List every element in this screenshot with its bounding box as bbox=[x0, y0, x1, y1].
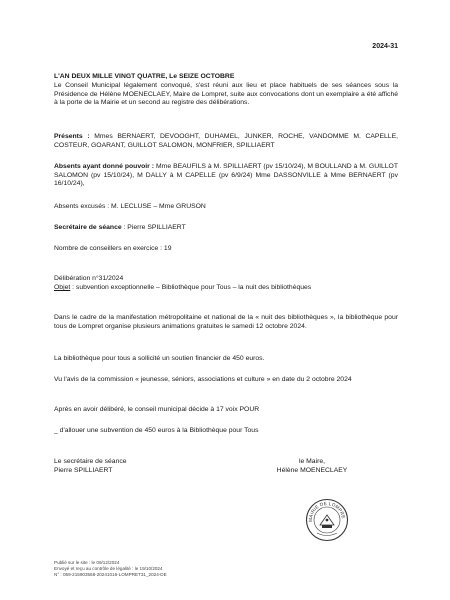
present-list: Mmes BERNAERT, DEVOOGHT, DUHAMEL, JUNKER, ROCHE, VANDOMME M. CAPELLE, COSTEUR, GOARANT, GUILLOT SALOMON, MONFRIER, SPILLIAERT bbox=[54, 133, 398, 149]
legal-transmission-footer bbox=[54, 560, 167, 579]
mayor-signature-name: Hélène MOENECLAEY bbox=[276, 466, 348, 474]
body-paragraph-vote: Après en avoir délibéré, le conseil municipal décide à 17 voix POUR bbox=[54, 406, 260, 413]
seal-text: MAIRIE DE LOMPRE bbox=[307, 500, 346, 522]
deliberation-reference: 2024-31 bbox=[372, 43, 398, 50]
proxy-label: Absents ayant donné pouvoir : bbox=[54, 163, 155, 170]
deliberation-number: Délibération n°31/2024 bbox=[54, 275, 124, 282]
secretary-signature-name: Pierre SPILLIAERT bbox=[54, 466, 113, 474]
secretary-signature-block bbox=[54, 458, 127, 475]
session-heading bbox=[54, 73, 398, 82]
secretary-signature-title: Le secrétaire de séance bbox=[54, 458, 127, 465]
object-text: : subvention exceptionnelle – Bibliothèque pour Tous – la nuit des bibliothèques bbox=[70, 284, 312, 291]
proxy-list: Mme BEAUFILS à M. SPILLIAERT (pv 15/10/24), M BOULLAND à M. GUILLOT SALOMON (pv 15/10/24), M DALLY à M CAPELLE (pv 6/9/24) Mme DASSONVILLE à Mme BERNAERT (pv 16/10/24), bbox=[54, 163, 399, 188]
mayor-signature-title: le Maire, bbox=[298, 458, 326, 465]
councillor-count: Nombre de conseillers en exercice : 19 bbox=[54, 245, 172, 252]
mayor-signature-block bbox=[258, 458, 366, 475]
present-label: Présents : bbox=[54, 133, 90, 140]
object-label: Objet bbox=[54, 284, 71, 291]
session-intro: Le Conseil Municipal légalement convoqué, s'est réuni aux lieu et place habituels de ses séances sous la Présidence de Hélène MOENECLAEY, Maire de Lompret, suite aux convocations dont un exemplaire a été affiché à la porte de la Mairie et un second au registre des délibérations. bbox=[54, 82, 398, 107]
mairie-seal-stamp-icon bbox=[305, 498, 349, 542]
footer-published: Publié sur le site : le 09/12/2024 bbox=[54, 560, 120, 565]
secretary-label: Secrétaire de séance bbox=[54, 224, 122, 231]
body-paragraph-decision: _ d'allouer une subvention de 450 euros à la Bibliothèque pour Tous bbox=[54, 427, 259, 434]
session-secretary bbox=[54, 224, 398, 233]
body-paragraph-request: La bibliothèque pour tous a sollicité un soutien financier de 450 euros. bbox=[54, 355, 265, 362]
footer-number: N° : 059-215903568-20241016-LOMPRET31_2024-DE bbox=[54, 572, 167, 578]
body-paragraph-context: Dans le cadre de la manifestation métropolitaine et national de la « nuit des bibliothèques », la bibliothèque pour tous de Lompret organise plusieurs animations gratuites le samedi 12 octobre 2024. bbox=[54, 314, 398, 330]
body-paragraph-commission: Vu l'avis de la commission « jeunesse, séniors, associations et culture » en date du 2 octobre 2024 bbox=[54, 376, 352, 383]
deliberation-object bbox=[54, 284, 398, 293]
secretary-name: : Pierre SPILLIAERT bbox=[121, 224, 186, 231]
excused-members: Absents excusés : M. LECLUSE – Mme GRUSON bbox=[54, 203, 206, 210]
present-members bbox=[54, 133, 398, 150]
proxy-members bbox=[54, 163, 398, 189]
session-date-heading: L'AN DEUX MILLE VINGT QUATRE, Le SEIZE OCTOBRE bbox=[54, 73, 235, 80]
footer-sent: Envoyé et reçu au contrôle de légalité : le 19/10/2024 bbox=[54, 566, 163, 572]
